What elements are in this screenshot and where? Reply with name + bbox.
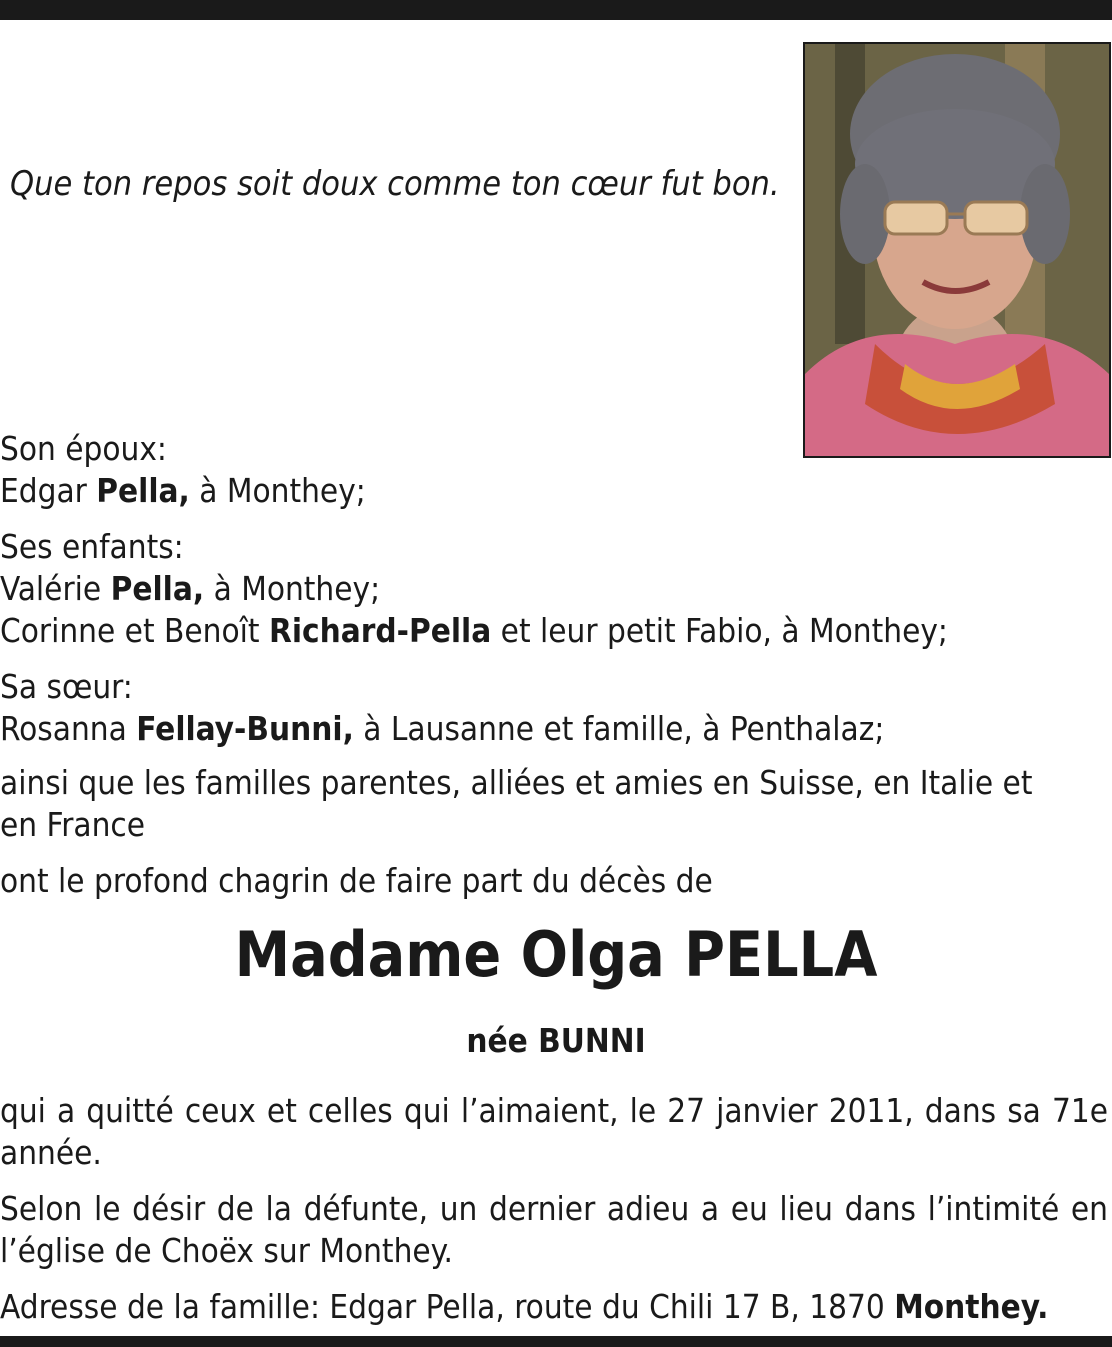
address-city: Monthey.: [894, 1287, 1049, 1326]
sister-line: [0, 708, 1108, 750]
maiden-name: née BUNNI: [466, 1021, 646, 1060]
address-prefix: Adresse de la famille: Edgar Pella, route du Chili 17 B, 1870: [0, 1287, 895, 1326]
bottom-rule: [0, 1336, 1112, 1347]
deceased-name: Madame Olga PELLA: [234, 918, 878, 991]
child-2-line: [0, 610, 1108, 652]
passed-paragraph: qui a quitté ceux et celles qui l’aimaient, le 27 janvier 2011, dans sa 71e année.: [0, 1091, 1108, 1172]
spouse-place: à Monthey;: [189, 471, 366, 510]
spouse-line: [0, 470, 1108, 512]
children-heading: Ses enfants:: [0, 527, 184, 566]
spouse-last: Pella,: [96, 471, 190, 510]
family-address: [0, 1286, 1108, 1328]
spouse-first: Edgar: [0, 471, 97, 510]
announce-line: ont le profond chagrin de faire part du décès de: [0, 861, 713, 900]
child-1-first: Valérie: [0, 569, 111, 608]
top-rule: [0, 0, 1112, 20]
epitaph-quote: Que ton repos soit doux comme ton cœur fut bon.: [10, 164, 780, 204]
child-2-first: Corinne et Benoît: [0, 611, 269, 650]
child-1-place: à Monthey;: [204, 569, 381, 608]
portrait-photo: [803, 42, 1111, 458]
child-1-last: Pella,: [110, 569, 205, 608]
farewell-paragraph: Selon le désir de la défunte, un dernier adieu a eu lieu dans l’intimité en l’église de Choëx sur Monthey.: [0, 1189, 1108, 1270]
sister-first: Rosanna: [0, 709, 137, 748]
child-2-rest: et leur petit Fabio, à Monthey;: [491, 611, 948, 650]
child-1-line: [0, 568, 1108, 610]
sister-rest: à Lausanne et famille, à Penthalaz;: [353, 709, 885, 748]
families-paragraph: ainsi que les familles parentes, alliées et amies en Suisse, en Italie et en France: [0, 763, 1033, 844]
spouse-heading: Son époux:: [0, 429, 167, 468]
sister-heading: Sa sœur:: [0, 667, 133, 706]
child-2-last: Richard-Pella: [268, 611, 492, 650]
sister-last: Fellay-Bunni,: [136, 709, 354, 748]
